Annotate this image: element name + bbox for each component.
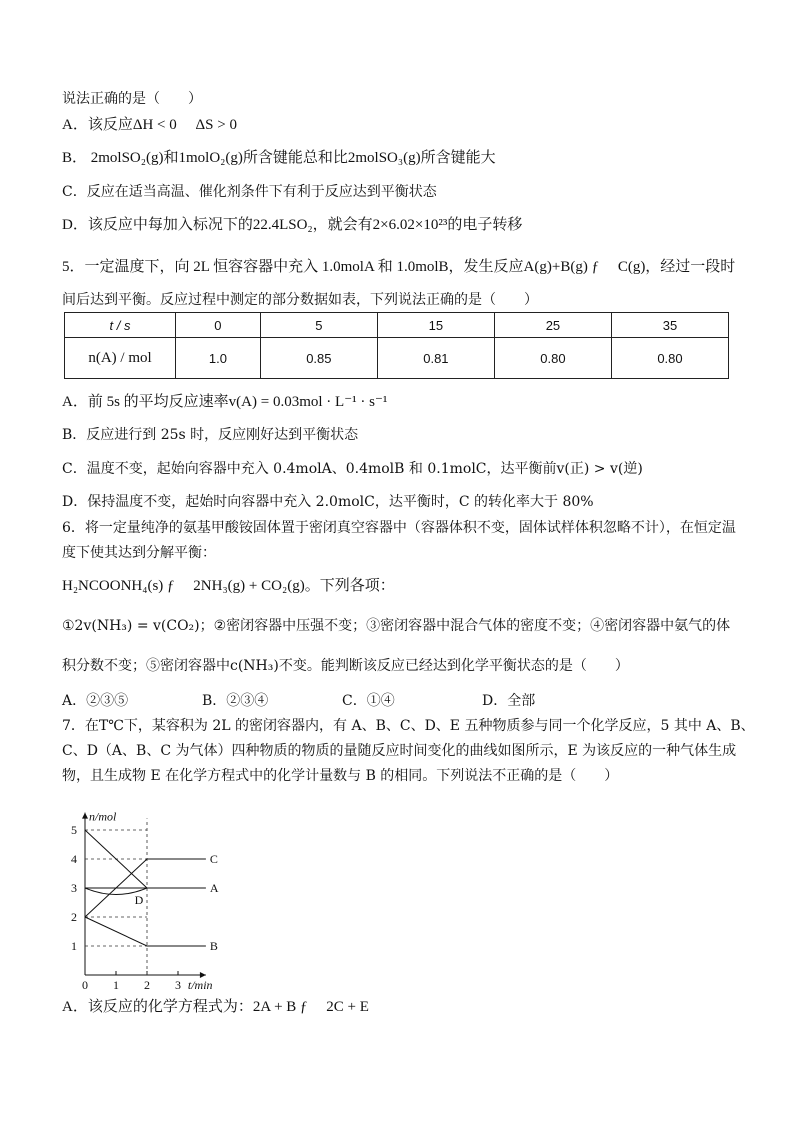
table-cell: t / s [65,313,176,338]
q5-option-d: D．保持温度不变，起始时向容器中充入 2.0molC，达平衡时，C 的转化率大于 80% [62,494,594,510]
q4-option-d: D．该反应中每加入标况下的22.4LSO₂，就会有2×6.02×10²³的电子转移 [62,217,523,233]
q4-option-b: B． 2molSO₂(g)和1molO₂(g)所含键能总和比2molSO₃(g)所含键能大 [62,150,496,166]
series-label-C: C [209,852,218,866]
q6-items-2: 积分数不变；⑤密闭容器中c(NH₃)不变。能判断该反应已经达到化学平衡状态的是（ ） [62,658,629,674]
series-line-B [85,917,206,946]
x-axis-label: t/min [187,978,213,992]
q7-stem-3: 物，且生成物 E 在化学方程式中的化学计量数与 B 的相同。下列说法不正确的是（ ） [62,768,619,784]
x-tick-label: 0 [82,978,88,992]
table-cell: 0.85 [260,338,377,379]
q7-chart [60,795,250,995]
q5-option-a: A．前 5s 的平均反应速率v(A) = 0.03mol · L⁻¹ · s⁻¹ [62,394,388,410]
table-cell: 0.81 [377,338,494,379]
x-tick-label: 2 [144,978,150,992]
q5-data-table [64,312,729,379]
q5-option-b: B．反应进行到 25s 时，反应刚好达到平衡状态 [62,427,359,443]
q7-option-a: A．该反应的化学方程式为：2A + B ƒ 2C + E [62,999,369,1015]
intro-line: 说法正确的是（ ） [62,91,202,107]
q7-stem-2: C、D（A、B、C 为气体）四种物质的物质的量随反应时间变化的曲线如图所示，E 为该反应的一种气体生成 [62,743,737,759]
x-tick-label: 3 [175,978,181,992]
q5-stem-1: 5．一定温度下，向 2L 恒容容器中充入 1.0molA 和 1.0molB，发生反应A(g)+B(g) ƒ C(g)，经过一段时 [62,259,736,275]
table-cell: 0.80 [611,338,728,379]
q6-items-1: ①2v(NH₃) = v(CO₂)；②密闭容器中压强不变；③密闭容器中混合气体的密度不变；④密闭容器中氨气的体 [62,618,731,634]
q6-equation: H₂NCOONH₄(s) ƒ 2NH₃(g) + CO₂(g)。下列各项： [62,578,395,594]
y-tick-label: 2 [71,910,77,924]
q4-option-c: C．反应在适当高温、催化剂条件下有利于反应达到平衡状态 [62,184,437,200]
series-label-A: A [209,881,219,895]
q6-option-b: B．②③④ [202,693,269,709]
q6-option-c: C．①④ [342,693,395,709]
y-tick-label: 3 [71,881,77,895]
y-tick-label: 4 [71,852,77,866]
table-header-row [65,313,729,338]
series-line-D [85,830,147,888]
series-label-D: D [134,892,144,907]
y-tick-label: 5 [71,823,77,837]
q6-stem-2: 度下使其达到分解平衡： [62,545,216,561]
table-cell: 5 [260,313,377,338]
table-cell: 35 [611,313,728,338]
x-tick-label: 1 [113,978,119,992]
q6-option-d: D．全部 [482,693,536,709]
y-axis-label: n/mol [89,809,117,824]
table-cell: 0.80 [494,338,611,379]
q6-option-a: A．②③⑤ [62,693,129,709]
table-cell: 0 [176,313,261,338]
y-tick-label: 1 [71,939,77,953]
q4-option-a: A．该反应ΔH < 0 ΔS > 0 [62,117,237,133]
table-cell: 1.0 [176,338,261,379]
table-cell: 25 [494,313,611,338]
y-axis-arrow [82,813,88,819]
table-cell: 15 [377,313,494,338]
q5-stem-2: 间后达到平衡。反应过程中测定的部分数据如表，下列说法正确的是（ ） [62,292,538,308]
q6-stem-1: 6．将一定量纯净的氨基甲酸铵固体置于密闭真空容器中（容器体积不变，固体试样体积忽略不计），在恒定温 [62,520,736,536]
table-row [65,338,729,379]
series-label-B: B [209,939,218,953]
table-cell: n(A) / mol [65,338,176,379]
q5-option-c: C．温度不变，起始向容器中充入 0.4molA、0.4molB 和 0.1molC，达平衡前v(正) > v(逆) [62,461,643,477]
q7-stem-1: 7．在T℃下，某容积为 2L 的密闭容器内，有 A、B、C、D、E 五种物质参与同一个化学反应，5 其中 A、B、 [62,718,755,734]
